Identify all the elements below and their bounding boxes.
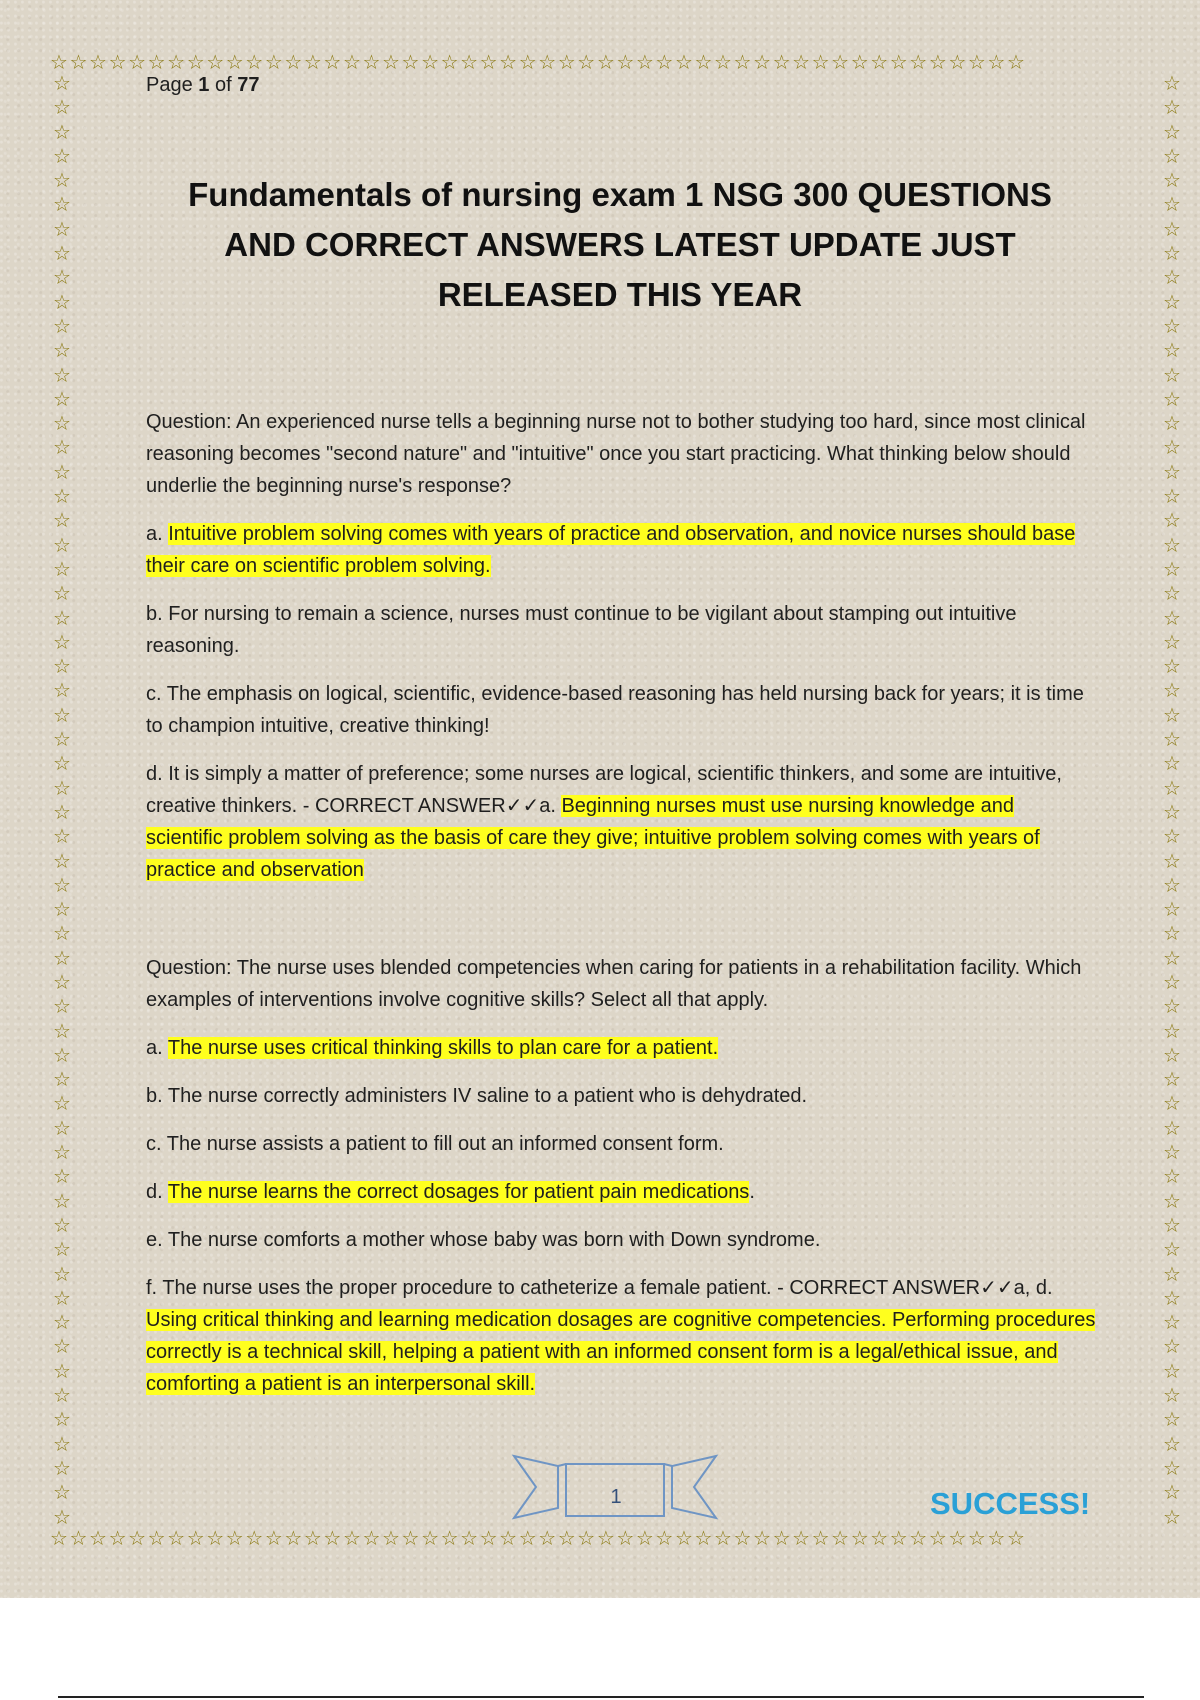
- highlighted-option-text: Intuitive problem solving comes with years of practice and observation, and novice nurses should base their care on scientific problem solving.: [146, 523, 1076, 577]
- option-d: [146, 1176, 1096, 1208]
- page-total: 77: [237, 74, 260, 96]
- option-text: The nurse uses the proper procedure to catheterize a female patient. - CORRECT ANSWER✓✓a, d.: [162, 1277, 1053, 1299]
- option-prefix: a.: [146, 523, 169, 545]
- option-prefix: b.: [146, 603, 169, 625]
- success-label: SUCCESS!: [930, 1486, 1091, 1521]
- question-text: Question: The nurse uses blended competencies when caring for patients in a rehabilitation facility. Which examples of interventions involve cognitive skills? Select all that apply.: [146, 957, 1082, 1011]
- highlighted-option-text: The nurse learns the correct dosages for patient pain medications: [167, 1181, 750, 1203]
- option-text: The nurse correctly administers IV saline to a patient who is dehydrated.: [167, 1085, 808, 1107]
- option-text: It is simply a matter of preference; some nurses are logical, scientific thinkers, and some are intuitive, creative thinkers. - CORRECT ANSWER✓✓a.: [146, 763, 1062, 817]
- answer-explanation: Using critical thinking and learning medication dosages are cognitive competencies. Performing procedures correctly is a technical skill, helping a patient with an informed consent form is a legal/ethical issue, and comforting a patient is an interpersonal skill.: [146, 1309, 1096, 1395]
- page-prefix: Page: [146, 74, 193, 96]
- option-prefix: a.: [146, 1037, 168, 1059]
- page-of: of: [214, 74, 232, 96]
- option-c: [146, 1128, 1096, 1160]
- ribbon-right-tail: [672, 1456, 716, 1518]
- option-text: The nurse assists a patient to fill out an informed consent form.: [166, 1133, 724, 1155]
- title-line-2: AND CORRECT ANSWERS LATEST UPDATE JUST: [224, 226, 1016, 263]
- option-suffix: .: [749, 1181, 755, 1203]
- option-b: [146, 598, 1096, 662]
- title-line-3: RELEASED THIS YEAR: [437, 276, 803, 313]
- option-b: [146, 1080, 1096, 1112]
- option-d: [146, 758, 1096, 886]
- option-a: [146, 1032, 1096, 1064]
- star-border-left: ☆☆☆☆☆☆☆☆☆☆☆☆☆☆☆☆☆☆☆☆☆☆☆☆☆☆☆☆☆☆☆☆☆☆☆☆☆☆☆☆☆☆☆☆☆☆☆☆☆☆☆☆☆☆☆☆☆☆☆☆: [53, 73, 71, 1529]
- option-prefix: b.: [146, 1085, 168, 1107]
- option-prefix: e.: [146, 1229, 168, 1251]
- page-badge-number: 1: [610, 1486, 622, 1508]
- option-c: [146, 678, 1096, 742]
- option-f: [146, 1272, 1096, 1400]
- option-prefix: c.: [146, 683, 167, 705]
- bottom-divider: [58, 1696, 1144, 1698]
- highlighted-option-text: The nurse uses critical thinking skills to plan care for a patient.: [167, 1037, 719, 1059]
- option-prefix: d.: [146, 763, 169, 785]
- question-block-1: [146, 406, 1096, 902]
- option-text: The emphasis on logical, scientific, evidence-based reasoning has held nursing back for years; it is time to champion intuitive, creative thinking!: [146, 683, 1084, 737]
- question-block-2: [146, 952, 1096, 1416]
- star-border-bottom: ☆☆☆☆☆☆☆☆☆☆☆☆☆☆☆☆☆☆☆☆☆☆☆☆☆☆☆☆☆☆☆☆☆☆☆☆☆☆☆☆☆☆☆☆☆☆☆☆☆☆: [50, 1528, 1027, 1550]
- question-text: Question: An experienced nurse tells a beginning nurse not to bother studying too hard, since most clinical reasoning becomes "second nature" and "intuitive" once you start practicing. What thinking below should underlie the beginning nurse's response?: [146, 411, 1086, 497]
- option-a: [146, 518, 1096, 582]
- document-title: [140, 170, 1100, 320]
- ribbon-left-tail: [514, 1456, 558, 1518]
- option-e: [146, 1224, 1096, 1256]
- title-line-1: Fundamentals of nursing exam 1 NSG 300 QUESTIONS: [188, 176, 1052, 213]
- option-text: For nursing to remain a science, nurses must continue to be vigilant about stamping out intuitive reasoning.: [146, 603, 1017, 657]
- option-prefix: d.: [146, 1181, 168, 1203]
- option-prefix: f.: [146, 1277, 163, 1299]
- star-border-right: ☆☆☆☆☆☆☆☆☆☆☆☆☆☆☆☆☆☆☆☆☆☆☆☆☆☆☆☆☆☆☆☆☆☆☆☆☆☆☆☆☆☆☆☆☆☆☆☆☆☆☆☆☆☆☆☆☆☆☆☆: [1163, 73, 1181, 1529]
- star-border-top: ☆☆☆☆☆☆☆☆☆☆☆☆☆☆☆☆☆☆☆☆☆☆☆☆☆☆☆☆☆☆☆☆☆☆☆☆☆☆☆☆☆☆☆☆☆☆☆☆☆☆: [50, 52, 1027, 74]
- page-number-header: [146, 74, 259, 97]
- option-text: The nurse comforts a mother whose baby was born with Down syndrome.: [167, 1229, 821, 1251]
- answer-explanation: Beginning nurses must use nursing knowledge and scientific problem solving as the basis of care they give; intuitive problem solving comes with years of practice and observation: [146, 795, 1040, 881]
- option-prefix: c.: [146, 1133, 167, 1155]
- page-current: 1: [198, 74, 210, 96]
